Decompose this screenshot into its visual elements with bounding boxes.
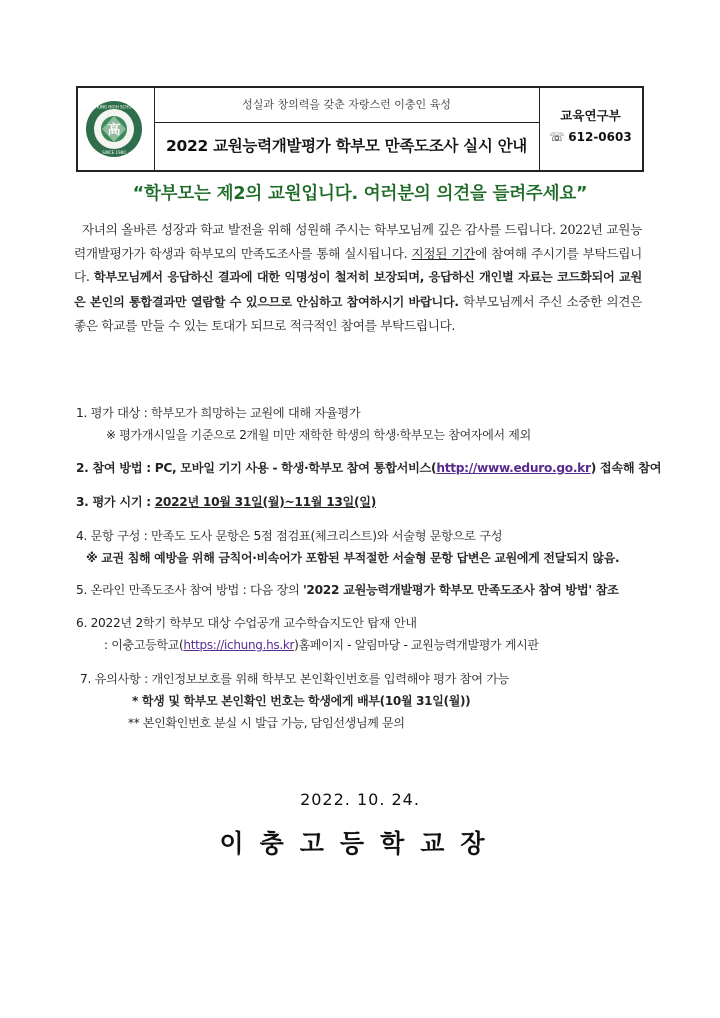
- eduro-link[interactable]: http://www.eduro.go.kr: [436, 461, 591, 475]
- department-name: 교육연구부: [560, 108, 621, 123]
- title-cell: [154, 88, 540, 170]
- school-motto: 성실과 창의력을 갖춘 자랑스런 이충인 육성: [154, 88, 539, 123]
- item-6-lesson-plan: 6. 2022년 2학기 학부모 대상 수업공개 교수학습지도안 탑재 안내: [76, 616, 417, 630]
- logo-cell: [78, 88, 155, 170]
- intro-bold-privacy: 학부모님께서 응답하신 결과에 대한 익명성이 철저히 보장되며, 응답하신 개인별 자료는 코드화되어 교원은 본인의 통합결과만 열람할 수 있으므로 안심하고 참여하시기 바랍니다.: [74, 270, 642, 309]
- intro-text-3: 학부모님께서 주신 소중한 의견은 좋은 학교를 만들 수 있는 토대가 되므로 적극적인 참여를 부탁드립니다.: [74, 293, 642, 333]
- item-3-period: [76, 493, 376, 510]
- item-1-target: 1. 평가 대상 : 학부모가 희망하는 교원에 대해 자율평가: [76, 406, 361, 420]
- item-2-method: [76, 459, 661, 476]
- item-3-label: 3. 평가 시기 :: [76, 495, 155, 509]
- intro-underline-period: 지정된 기간: [411, 245, 476, 261]
- item-7-note-2: ** 본인확인번호 분실 시 발급 가능, 담임선생님께 문의: [128, 716, 405, 730]
- phone-number: [539, 130, 642, 144]
- logo-ring-top: ICHUNG HIGH SCHOOL: [91, 104, 137, 110]
- contact-cell: [539, 88, 642, 170]
- principal-signature: 이충고등학교장: [219, 829, 501, 858]
- document-title: 2022 교원능력개발평가 학부모 만족도조사 실시 안내: [166, 137, 527, 155]
- headline: “학부모는 제2의 교원입니다. 여러분의 의견을 들려주세요”: [132, 184, 588, 204]
- item-2-text-post: ) 접속해 참여: [590, 461, 662, 475]
- header-box: [76, 86, 644, 172]
- logo-ring-bottom: SINCE 1980: [102, 150, 126, 155]
- school-logo: [85, 100, 143, 158]
- phone-icon: ☏: [549, 130, 565, 144]
- item-7-note-1: * 학생 및 학부모 본인확인 번호는 학생에게 배부(10월 31일(월)): [132, 694, 471, 708]
- intro-text-1: 자녀의 올바른 성장과 학교 발전을 위해 성원해 주시는 학부모님께 깊은 감사를 드립니다. 2022년 교원능력개발평가가 학생과 학부모의 만족도조사를 통해 실시됩니다.: [74, 222, 642, 261]
- item-2-text: 2. 참여 방법 : PC, 모바일 기기 사용 - 학생·학부모 참여 통합서비스(: [76, 461, 437, 475]
- item-4-composition: 4. 문항 구성 : 만족도 도사 문항은 5점 점검표(체크리스트)와 서술형 문항으로 구성: [76, 529, 503, 543]
- item-1-note: ※ 평가개시일을 기준으로 2개월 미만 재학한 학생의 학생·학부모는 참여자에서 제외: [106, 428, 531, 442]
- intro-text-1-rest: 에 참여해 주시기를 부탁드립니다.: [74, 245, 642, 284]
- intro-paragraph: [74, 218, 642, 338]
- item-7-notes: 7. 유의사항 : 개인정보보호를 위해 학부모 본인확인번호를 입력해야 평가 참여 가능: [80, 672, 510, 686]
- document-date: 2022. 10. 24.: [300, 790, 420, 809]
- item-6-path-pre: : 이충고등학교(: [104, 638, 184, 652]
- logo-hanja: 高: [107, 123, 121, 138]
- item-5-text: 5. 온라인 만족도조사 참여 방법 : 다음 장의: [76, 583, 303, 597]
- item-6-path-post: )홈페이지 - 알림마당 - 교원능력개발평가 게시판: [294, 638, 539, 652]
- item-5-bold: '2022 교원능력개발평가 학부모 만족도조사 참여 방법' 참조: [303, 583, 619, 597]
- item-5-online-method: [76, 581, 619, 598]
- item-6-path: [104, 636, 539, 653]
- phone-text: 612-0603: [568, 130, 632, 144]
- item-3-dates: 2022년 10월 31일(월)~11월 13일(일): [154, 495, 377, 509]
- ichung-link[interactable]: https://ichung.hs.kr: [183, 638, 295, 652]
- item-4-note: ※ 교권 침해 예방을 위해 금칙어·비속어가 포함된 부적절한 서술형 문항 답변은 교원에게 전달되지 않음.: [86, 551, 620, 565]
